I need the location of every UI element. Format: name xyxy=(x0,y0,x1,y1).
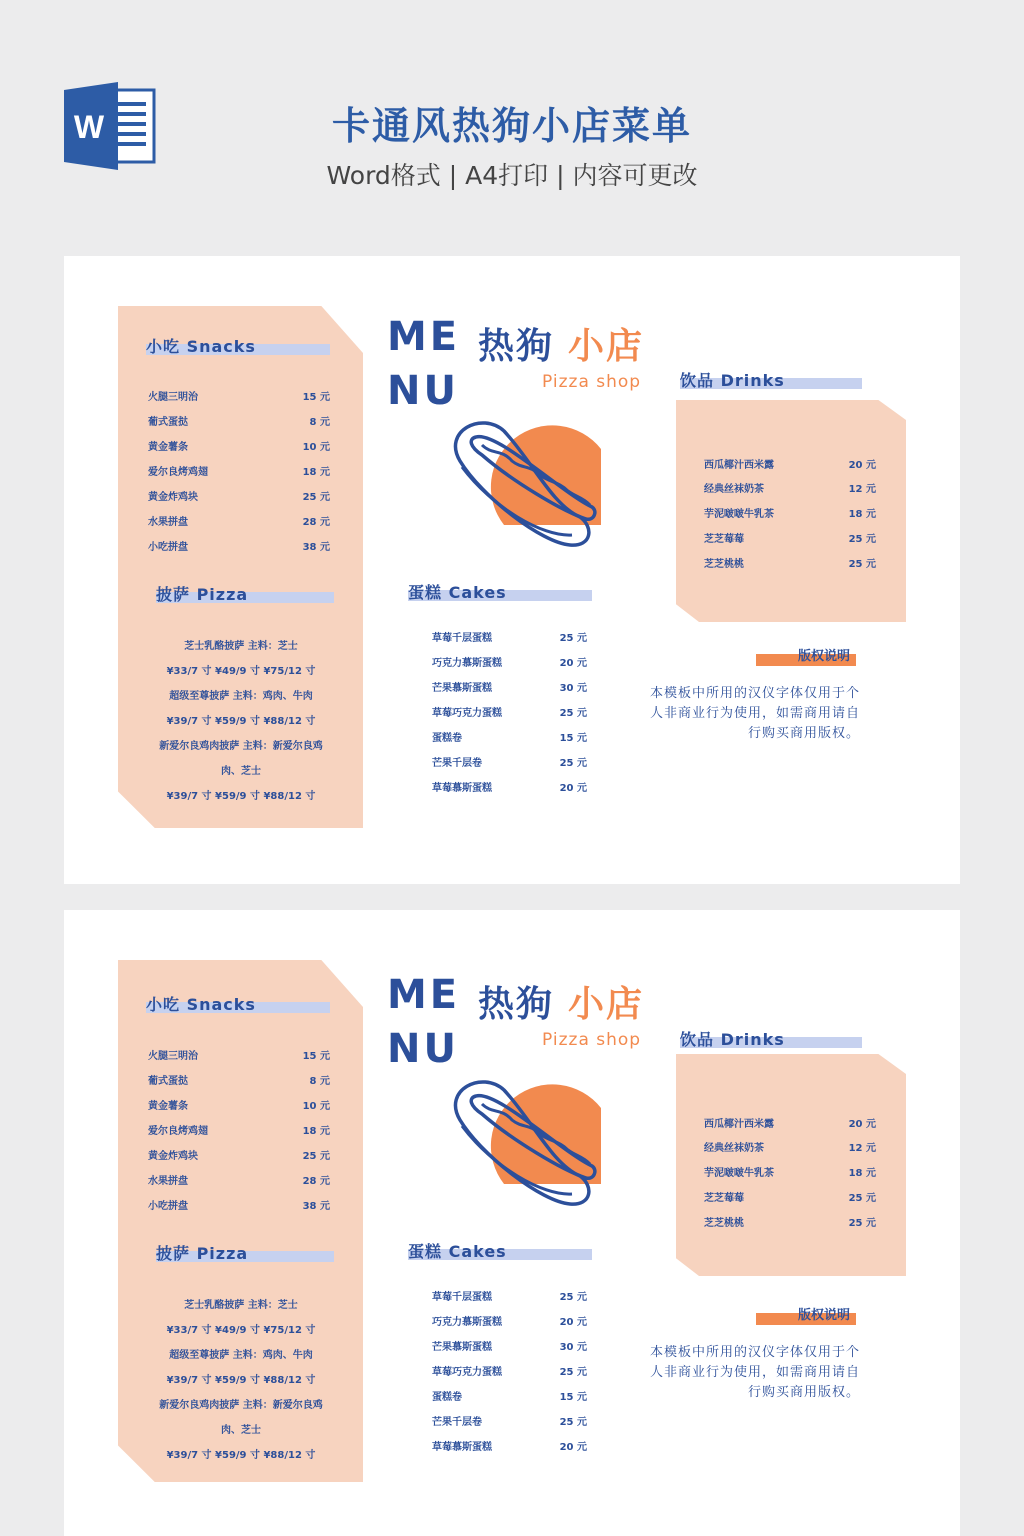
drink-item: 芝芝桃桃 25 元 xyxy=(704,1218,876,1229)
pizza-shop-label: Pizza shop xyxy=(542,1030,642,1050)
page-subtitle: Word格式 | A4打印 | 内容可更改 xyxy=(326,161,698,190)
snack-item: 火腿三明治 15 元 xyxy=(148,392,330,403)
copyright-text: 本模板中所用的汉仪字体仅用于个人非商业行为使用，如需商用请自行购买商用版权。 xyxy=(650,1345,861,1400)
snack-item: 火腿三明治 15 元 xyxy=(148,1051,330,1062)
snack-item: 爱尔良烤鸡翅 18 元 xyxy=(148,1126,330,1137)
cakes-heading: 蛋糕 Cakes xyxy=(408,580,592,602)
pizza-heading: 披萨 Pizza xyxy=(156,1241,334,1263)
cake-item: 芒果慕斯蛋糕 30 元 xyxy=(432,683,587,694)
snack-item: 小吃拼盘 38 元 xyxy=(148,542,330,553)
snack-item: 小吃拼盘 38 元 xyxy=(148,1201,330,1212)
snack-item: 黄金薯条 10 元 xyxy=(148,1101,330,1112)
menu-title-me: ME xyxy=(387,972,461,1018)
snack-item: 葡式蛋挞 8 元 xyxy=(148,1076,330,1087)
snack-item: 水果拼盘 28 元 xyxy=(148,1176,330,1187)
pizza-line: 肉、芝士 xyxy=(221,1425,261,1436)
drink-item: 芝芝莓莓 25 元 xyxy=(704,1193,876,1204)
menu-title-me: ME xyxy=(387,314,461,360)
cake-item: 草莓巧克力蛋糕 25 元 xyxy=(432,708,587,719)
pizza-line: ¥39/7 寸 ¥59/9 寸 ¥88/12 寸 xyxy=(166,716,316,727)
hotdog-illustration xyxy=(442,1070,602,1218)
pizza-line: ¥39/7 寸 ¥59/9 寸 ¥88/12 寸 xyxy=(166,1450,316,1461)
pizza-line: 芝士乳酪披萨 主料：芝士 xyxy=(184,641,298,652)
cake-item: 芒果慕斯蛋糕 30 元 xyxy=(432,1342,587,1353)
pizza-line: 肉、芝士 xyxy=(221,766,261,777)
cake-item: 巧克力慕斯蛋糕 20 元 xyxy=(432,1317,587,1328)
drink-item: 西瓜椰汁西米露 20 元 xyxy=(704,460,876,471)
copyright-title: 版权说明 xyxy=(798,1308,851,1323)
cake-item: 草莓千层蛋糕 25 元 xyxy=(432,1292,587,1303)
shop-name-shop: 小店 xyxy=(568,984,645,1025)
snacks-heading: 小吃 Snacks xyxy=(146,334,330,356)
page-title: 卡通风热狗小店菜单 xyxy=(331,104,692,148)
cake-item: 芒果千层卷 25 元 xyxy=(432,1417,587,1428)
pizza-line: 新爱尔良鸡肉披萨 主料：新爱尔良鸡 xyxy=(159,741,323,752)
snack-item: 水果拼盘 28 元 xyxy=(148,517,330,528)
menu-title-nu: NU xyxy=(387,368,459,414)
pizza-line: ¥33/7 寸 ¥49/9 寸 ¥75/12 寸 xyxy=(166,666,316,677)
shop-name-shop: 小店 xyxy=(568,326,645,367)
cake-item: 蛋糕卷 15 元 xyxy=(432,1392,587,1403)
drink-item: 经典丝袜奶茶 12 元 xyxy=(704,1143,876,1154)
pizza-line: 新爱尔良鸡肉披萨 主料：新爱尔良鸡 xyxy=(159,1400,323,1411)
drink-item: 芋泥啵啵牛乳茶 18 元 xyxy=(704,1168,876,1179)
snack-item: 爱尔良烤鸡翅 18 元 xyxy=(148,467,330,478)
snacks-heading: 小吃 Snacks xyxy=(146,992,330,1014)
drink-item: 经典丝袜奶茶 12 元 xyxy=(704,484,876,495)
drink-item: 芋泥啵啵牛乳茶 18 元 xyxy=(704,509,876,520)
drinks-heading: 饮品 Drinks xyxy=(680,368,862,390)
copyright-text: 本模板中所用的汉仪字体仅用于个人非商业行为使用，如需商用请自行购买商用版权。 xyxy=(650,686,861,741)
drinks-heading: 饮品 Drinks xyxy=(680,1027,862,1049)
shop-name-hotdog: 热狗 xyxy=(478,326,555,367)
drink-item: 西瓜椰汁西米露 20 元 xyxy=(704,1119,876,1130)
menu-title-nu: NU xyxy=(387,1026,459,1072)
cakes-heading: 蛋糕 Cakes xyxy=(408,1239,592,1261)
pizza-heading: 披萨 Pizza xyxy=(156,582,334,604)
pizza-line: 超级至尊披萨 主料：鸡肉、牛肉 xyxy=(169,691,313,702)
cake-item: 蛋糕卷 15 元 xyxy=(432,733,587,744)
cake-item: 草莓巧克力蛋糕 25 元 xyxy=(432,1367,587,1378)
header xyxy=(0,0,1024,230)
snack-item: 黄金炸鸡块 25 元 xyxy=(148,492,330,503)
shop-name-hotdog: 热狗 xyxy=(478,984,555,1025)
pizza-line: 芝士乳酪披萨 主料：芝士 xyxy=(184,1300,298,1311)
copyright-title: 版权说明 xyxy=(798,649,851,664)
drink-item: 芝芝莓莓 25 元 xyxy=(704,534,876,545)
pizza-line: ¥33/7 寸 ¥49/9 寸 ¥75/12 寸 xyxy=(166,1325,316,1336)
snack-item: 黄金薯条 10 元 xyxy=(148,442,330,453)
word-icon-letter: W xyxy=(73,109,105,145)
snack-item: 黄金炸鸡块 25 元 xyxy=(148,1151,330,1162)
cake-item: 巧克力慕斯蛋糕 20 元 xyxy=(432,658,587,669)
drink-item: 芝芝桃桃 25 元 xyxy=(704,559,876,570)
menu-page-1 xyxy=(64,256,960,884)
pizza-shop-label: Pizza shop xyxy=(542,372,642,392)
pizza-line: ¥39/7 寸 ¥59/9 寸 ¥88/12 寸 xyxy=(166,791,316,802)
pizza-line: 超级至尊披萨 主料：鸡肉、牛肉 xyxy=(169,1350,313,1361)
hotdog-illustration xyxy=(442,411,602,559)
cake-item: 草莓慕斯蛋糕 20 元 xyxy=(432,783,587,794)
snack-item: 葡式蛋挞 8 元 xyxy=(148,417,330,428)
pizza-line: ¥39/7 寸 ¥59/9 寸 ¥88/12 寸 xyxy=(166,1375,316,1386)
cake-item: 草莓慕斯蛋糕 20 元 xyxy=(432,1442,587,1453)
cake-item: 芒果千层卷 25 元 xyxy=(432,758,587,769)
cake-item: 草莓千层蛋糕 25 元 xyxy=(432,633,587,644)
menu-page-2 xyxy=(64,910,960,1536)
